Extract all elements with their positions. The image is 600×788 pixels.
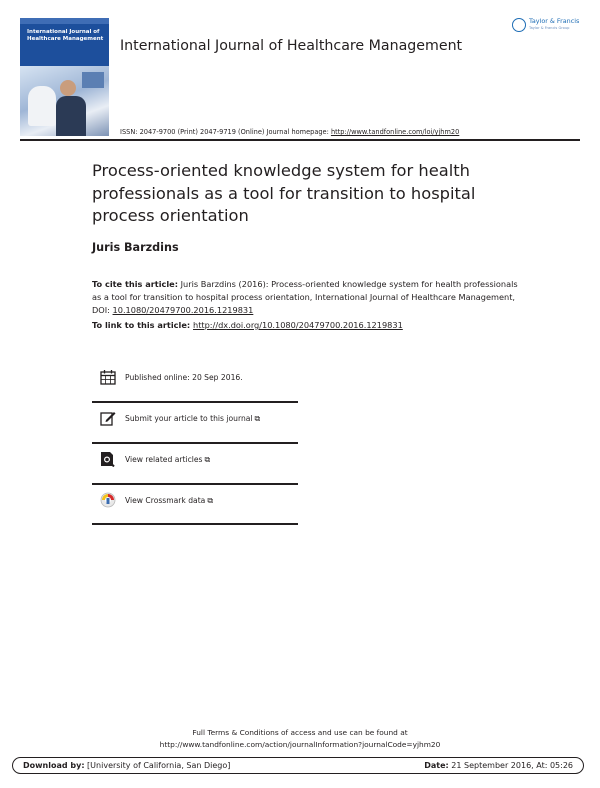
external-link-icon: ⧉ (254, 414, 261, 423)
journal-title: International Journal of Healthcare Management (120, 38, 463, 54)
journal-homepage-link[interactable]: http://www.tandfonline.com/loi/yjhm20 (330, 128, 460, 136)
related-articles-link[interactable]: View related articles ⧉ (125, 455, 211, 464)
issn-text: ISSN: 2047-9700 (Print) 2047-9719 (Online) Journal homepage: (120, 128, 331, 136)
external-link-icon: ⧉ (207, 496, 214, 505)
doi-link[interactable]: 10.1080/20479700.2016.1219831 (112, 304, 254, 315)
issn-line (120, 128, 459, 136)
article-author: Juris Barzdins (92, 241, 179, 254)
publisher-logo (512, 16, 584, 36)
download-bar (12, 757, 584, 774)
crossmark-row[interactable] (92, 484, 298, 525)
downloaded-by: Download by: [University of California, San Diego] (23, 761, 231, 770)
cover-title-line2: Healthcare Management (27, 35, 104, 42)
download-date: Date: 21 September 2016, At: 05:26 (424, 761, 573, 770)
header-divider (20, 139, 580, 141)
related-articles-row[interactable] (92, 443, 298, 484)
article-title: Process-oriented knowledge system for health professionals as a tool for transition to hospital process orientation (92, 161, 476, 225)
cover-title (27, 29, 107, 42)
submit-article-link[interactable]: Submit your article to this journal ⧉ (125, 414, 261, 423)
cover-top-bar (20, 18, 109, 24)
terms-url[interactable]: http://www.tandfonline.com/action/journalInformation?journalCode=yjhm20 (159, 739, 441, 749)
journal-cover-image (20, 18, 109, 136)
published-date: Published online: 20 Sep 2016. (125, 373, 243, 382)
cover-photo (20, 66, 109, 136)
publisher-logo-icon (512, 18, 526, 32)
terms-line-1: Full Terms & Conditions of access and use can be found at (192, 728, 408, 737)
search-document-icon (100, 451, 116, 467)
cover-title-line1: International Journal of (27, 29, 100, 35)
citation-text: Juris Barzdins (2016): Process-oriented knowledge system for health professionals as a tool for transition to hospital process orientation, International Journal of Healthcare Management, DOI: (92, 279, 518, 315)
published-row (92, 361, 298, 402)
link-line (92, 320, 403, 330)
citation-block (92, 278, 528, 316)
crossmark-link[interactable]: View Crossmark data ⧉ (125, 496, 214, 505)
terms-footer (0, 727, 600, 750)
citation-label: To cite this article: (92, 279, 178, 289)
link-label: To link to this article: (92, 320, 193, 330)
publisher-group: Taylor & Francis Group (529, 26, 570, 30)
edit-icon (100, 410, 116, 426)
submit-article-row[interactable] (92, 402, 298, 443)
external-link-icon: ⧉ (204, 455, 211, 464)
info-divider (92, 523, 298, 525)
publisher-name: Taylor & Francis (529, 17, 580, 25)
calendar-icon (100, 369, 116, 385)
crossmark-icon (100, 492, 116, 508)
article-doi-url-link[interactable]: http://dx.doi.org/10.1080/20479700.2016.1219831 (193, 320, 403, 330)
